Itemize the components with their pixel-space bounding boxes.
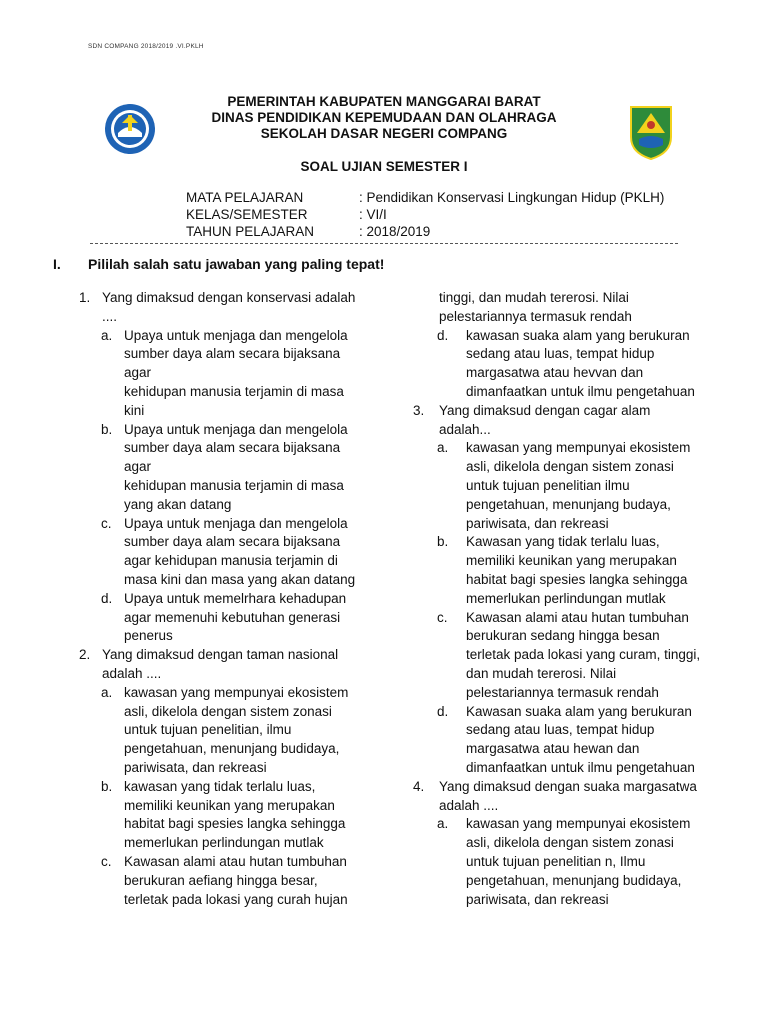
- option-text: dimanfaatkan untuk ilmu pengetahuan: [466, 760, 695, 775]
- divider: [90, 243, 678, 244]
- question-text: adalah...: [439, 421, 491, 437]
- option-text: memerlukan perlindungan mutlak: [466, 590, 666, 606]
- question-text: Yang dimaksud dengan suaka margasatwa: [439, 778, 697, 794]
- section-instruction: Pililah salah satu jawaban yang paling tepat!: [88, 256, 385, 272]
- option-text: Upaya untuk menjaga dan mengelola: [124, 515, 348, 531]
- school-title: SEKOLAH DASAR NEGERI COMPANG: [260, 126, 508, 141]
- option-marker: d.: [101, 590, 113, 606]
- option-text: Upaya untuk memelrhara kehadupan: [124, 590, 347, 606]
- option-text: agar: [124, 365, 152, 381]
- option-text: sedang atau luas, tempat hidup: [466, 722, 655, 738]
- question-text: tinggi, dan mudah tererosi. Nilai: [439, 290, 629, 305]
- option-text: Upaya untuk menjaga dan mengelola: [124, 327, 348, 343]
- question-text: adalah ....: [439, 797, 499, 813]
- question-number: 4.: [413, 778, 425, 794]
- option-marker: a.: [437, 440, 449, 456]
- option-text: pengetahuan, menunjang budaya,: [466, 496, 671, 512]
- class-label: KELAS/SEMESTER: [186, 207, 308, 222]
- option-text: pariwisata, dan rekreasi: [466, 515, 609, 531]
- option-text: asli, dikelola dengan sistem zonasi: [466, 835, 674, 851]
- option-text: untuk tujuan penelitian n, Ilmu: [466, 854, 646, 869]
- option-marker: c.: [437, 609, 448, 625]
- header-tag: SDN COMPANG 2018/2019 .VI.PKLH: [88, 43, 204, 50]
- option-text: asli, dikelola dengan sistem zonasi: [124, 703, 332, 719]
- option-text: kehidupan manusia terjamin di masa: [124, 478, 344, 493]
- option-text: kini: [124, 402, 145, 418]
- question-number: 2.: [79, 647, 91, 663]
- option-text: pengetahuan, menunjang budidaya,: [124, 741, 340, 757]
- option-marker: c.: [101, 515, 112, 531]
- question-text: ....: [102, 308, 118, 324]
- option-text: kawasan yang tidak terlalu luas,: [124, 778, 316, 794]
- government-title: PEMERINTAH KABUPATEN MANGGARAI BARAT: [227, 94, 541, 109]
- option-text: margasatwa atau hevvan dan: [466, 365, 644, 381]
- option-marker: b.: [101, 778, 113, 794]
- question-text: Yang dimaksud dengan taman nasional: [102, 647, 339, 663]
- question-number: 1.: [79, 290, 91, 305]
- option-text: yang akan datang: [124, 496, 232, 512]
- option-text: Kawasan alami atau hutan tumbuhan: [124, 854, 347, 869]
- year-label: TAHUN PELAJARAN: [186, 224, 315, 239]
- option-text: kehidupan manusia terjamin di masa: [124, 384, 344, 399]
- option-text: sedang atau luas, tempat hidup: [466, 346, 655, 362]
- option-text: sumber daya alam secara bijaksana: [124, 534, 341, 550]
- option-text: kawasan yang mempunyai ekosistem: [124, 684, 349, 700]
- option-text: asli, dikelola dengan sistem zonasi: [466, 459, 674, 475]
- right-column: [0, 289, 768, 929]
- option-text: berukuran aefiang hingga besar,: [124, 872, 318, 888]
- option-text: untuk tujuan penelitian ilmu: [466, 478, 630, 493]
- option-text: pelestariannya termasuk rendah: [466, 684, 659, 700]
- department-title: DINAS PENDIDIKAN KEPEMUDAAN DAN OLAHRAGA: [211, 110, 557, 125]
- option-text: Kawasan alami atau hutan tumbuhan: [466, 609, 689, 625]
- option-text: pariwisata, dan rekreasi: [124, 760, 267, 775]
- option-text: masa kini dan masa yang akan datang: [124, 572, 356, 587]
- option-text: pengetahuan, menunjang budidaya,: [466, 872, 682, 888]
- question-text: Yang dimaksud dengan cagar alam: [439, 402, 651, 418]
- option-text: terletak pada lokasi yang curam, tinggi,: [466, 647, 701, 663]
- option-marker: a.: [101, 327, 113, 343]
- option-text: memerlukan perlindungan mutlak: [124, 835, 324, 851]
- option-text: habitat bagi spesies langka sehingga: [124, 816, 346, 832]
- option-text: Kawasan yang tidak terlalu luas,: [466, 534, 660, 550]
- option-text: margasatwa atau hewan dan: [466, 741, 640, 757]
- option-text: memiliki keunikan yang merupakan: [466, 553, 677, 569]
- option-marker: b.: [101, 421, 113, 437]
- option-text: agar: [124, 459, 152, 475]
- option-text: kawasan yang mempunyai ekosistem: [466, 816, 691, 832]
- option-text: kawasan yang mempunyai ekosistem: [466, 440, 691, 456]
- option-text: agar kehidupan manusia terjamin di: [124, 553, 338, 569]
- option-marker: d.: [437, 327, 449, 343]
- option-marker: c.: [101, 854, 112, 869]
- option-text: dan mudah tererosi. Nilai: [466, 666, 617, 681]
- option-text: agar memenuhi kebutuhan generasi: [124, 609, 341, 625]
- option-text: terletak pada lokasi yang curah hujan: [124, 891, 348, 907]
- option-text: memiliki keunikan yang merupakan: [124, 797, 335, 813]
- option-marker: b.: [437, 534, 449, 550]
- option-text: habitat bagi spesies langka sehingga: [466, 572, 688, 587]
- option-text: untuk tujuan penelitian, ilmu: [124, 722, 292, 738]
- subject-label: MATA PELAJARAN: [186, 190, 304, 205]
- question-text: adalah ....: [102, 666, 162, 681]
- question-number: 3.: [413, 402, 425, 418]
- option-text: sumber daya alam secara bijaksana: [124, 440, 341, 456]
- question-text: Yang dimaksud dengan konservasi adalah: [102, 290, 356, 305]
- option-text: dimanfaatkan untuk ilmu pengetahuan: [466, 384, 695, 399]
- option-marker: a.: [101, 684, 113, 700]
- subject-value: : Pendidikan Konservasi Lingkungan Hidup (PKLH): [359, 190, 665, 205]
- section-number: I.: [53, 256, 61, 272]
- year-value: : 2018/2019: [359, 224, 431, 239]
- class-value: : VI/I: [359, 207, 387, 222]
- question-text: pelestariannya termasuk rendah: [439, 308, 632, 324]
- option-marker: d.: [437, 703, 449, 719]
- option-text: kawasan suaka alam yang berukuran: [466, 327, 690, 343]
- option-text: Upaya untuk menjaga dan mengelola: [124, 421, 348, 437]
- option-text: sumber daya alam secara bijaksana: [124, 346, 341, 362]
- option-text: Kawasan suaka alam yang berukuran: [466, 703, 692, 719]
- option-marker: a.: [437, 816, 449, 832]
- option-text: penerus: [124, 628, 173, 644]
- exam-title: SOAL UJIAN SEMESTER I: [300, 159, 468, 174]
- option-text: pariwisata, dan rekreasi: [466, 891, 609, 907]
- option-text: berukuran sedang hingga besan: [466, 628, 660, 644]
